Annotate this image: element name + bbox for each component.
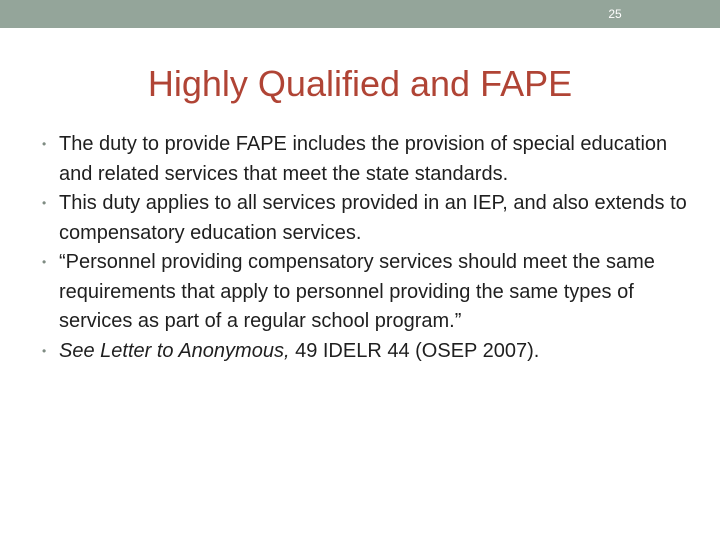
bullet-dot-icon: •	[42, 196, 47, 210]
bullet-dot-icon: •	[42, 343, 47, 358]
bullet-item	[42, 189, 692, 248]
bullet-text: “Personnel providing compensatory services should meet the same requirements that apply to personnel providing the same types of services as part of a regular school program.”	[59, 251, 655, 332]
header-bar	[0, 0, 720, 28]
bullet-text: This duty applies to all services provided in an IEP, and also extends to compensatory education services.	[59, 192, 687, 244]
bullet-item	[42, 130, 692, 189]
bullet-item	[42, 248, 692, 337]
bullet-dot-icon: •	[42, 255, 47, 269]
bullet-dot-icon: •	[42, 137, 47, 151]
bullet-list	[42, 130, 692, 366]
slide-title: Highly Qualified and FAPE	[147, 63, 573, 104]
bullet-text: The duty to provide FAPE includes the provision of special education and related services that meet the state standards.	[59, 133, 668, 185]
slide-number: 25	[608, 7, 622, 21]
bullet-item-citation	[42, 337, 692, 367]
citation-reference: 49 IDELR 44 (OSEP 2007).	[289, 339, 540, 362]
citation-case-name: See Letter to Anonymous,	[59, 339, 290, 362]
